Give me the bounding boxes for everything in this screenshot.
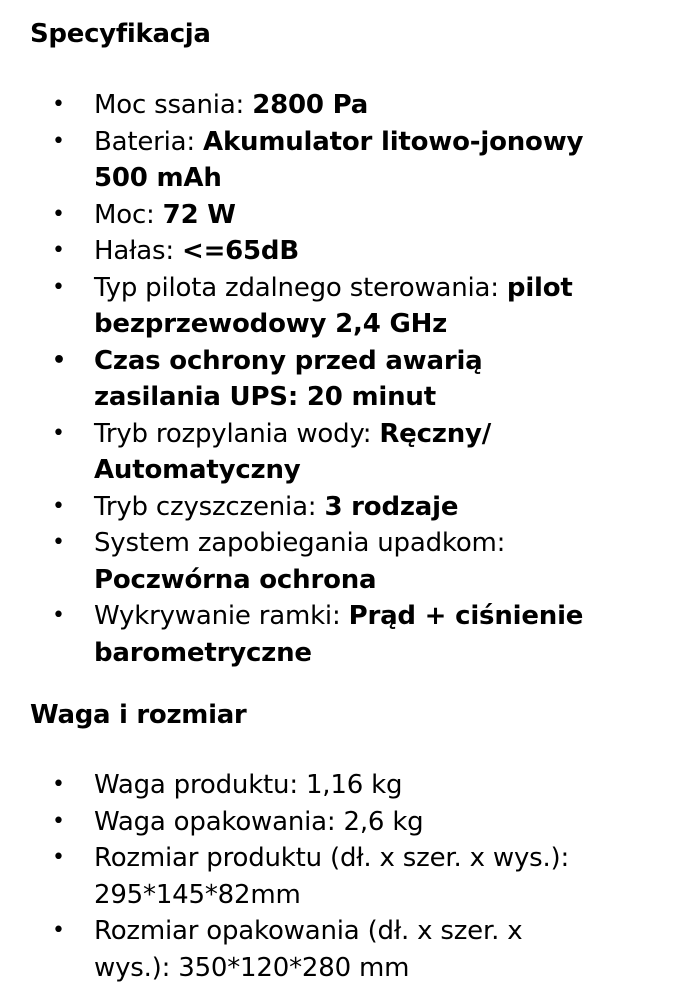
bullet-icon: • — [52, 493, 65, 519]
spec-item-moc-ssania — [0, 87, 693, 124]
bullet-icon: • — [52, 92, 65, 117]
spec-item-wykrywanie-ramki — [0, 598, 693, 671]
spec-text-line1: Rozmiar produktu (dł. x szer. x wys.): — [94, 843, 570, 873]
spec-value-line2: barometryczne — [94, 637, 312, 668]
spec-item-tryb-czyszczenia — [0, 489, 693, 526]
spec-value: Akumulator litowo-jonowy — [203, 126, 584, 157]
section-heading-specyfikacja: Specyfikacja — [30, 19, 211, 49]
bullet-icon: • — [52, 274, 65, 300]
spec-item-rozmiar-opakowania — [0, 913, 693, 986]
section-heading-waga-i-rozmiar: Waga i rozmiar — [30, 700, 247, 730]
spec-item-halas — [0, 233, 693, 270]
spec-text-line1: Czas ochrony przed awarią — [94, 345, 483, 376]
spec-value-line2: Poczwórna ochrona — [94, 564, 377, 595]
spec-value: Ręczny/ — [379, 418, 492, 449]
bullet-icon: • — [52, 201, 65, 227]
bullet-icon: • — [52, 918, 65, 943]
spec-item-typ-pilota — [0, 270, 693, 343]
spec-label: Typ pilota zdalnego sterowania: — [94, 272, 507, 303]
spec-item-system-upadkom — [0, 525, 693, 598]
bullet-icon: • — [52, 845, 65, 870]
spec-text-line2: zasilania UPS: 20 minut — [94, 382, 436, 412]
spec-text-line2: 295*145*82mm — [94, 879, 301, 910]
spec-value-line2: 500 mAh — [94, 163, 222, 193]
spec-value: Prąd + ciśnienie — [348, 601, 584, 631]
spec-label: Hałas: — [94, 236, 182, 266]
bullet-icon: • — [52, 420, 65, 446]
bullet-icon: • — [52, 772, 65, 797]
spec-list — [0, 87, 693, 671]
size-weight-list — [0, 767, 693, 986]
spec-label: Moc: — [94, 199, 163, 230]
bullet-icon: • — [52, 808, 65, 834]
spec-text-line1: Waga produktu: 1,16 kg — [94, 770, 403, 800]
spec-item-czas-ochrony-ups — [0, 343, 693, 416]
bullet-icon: • — [52, 603, 65, 628]
bullet-icon: • — [52, 530, 65, 555]
spec-label: Bateria: — [94, 126, 204, 157]
spec-label: Tryb rozpylania wody: — [94, 418, 380, 449]
spec-value: pilot — [506, 272, 573, 303]
spec-label: Tryb czyszczenia: — [94, 491, 325, 522]
spec-text-line1: Waga opakowania: 2,6 kg — [94, 806, 424, 837]
spec-item-waga-produktu — [0, 767, 693, 804]
spec-item-bateria — [0, 124, 693, 197]
spec-value: 3 rodzaje — [324, 491, 459, 522]
spec-text-line1: Rozmiar opakowania (dł. x szer. x — [94, 916, 523, 946]
spec-item-waga-opakowania — [0, 804, 693, 841]
spec-value: 2800 Pa — [252, 90, 369, 120]
spec-text-line2: wys.): 350*120*280 mm — [94, 952, 410, 983]
bullet-icon: • — [52, 347, 66, 373]
bullet-icon: • — [52, 238, 65, 263]
spec-value: 72 W — [162, 199, 236, 230]
spec-value: <=65dB — [181, 236, 299, 266]
bullet-icon: • — [52, 128, 65, 154]
spec-label: System zapobiegania upadkom: — [94, 528, 506, 558]
spec-item-tryb-rozpylania — [0, 416, 693, 489]
spec-item-moc — [0, 197, 693, 234]
spec-item-rozmiar-produktu — [0, 840, 693, 913]
spec-value-line2: Automatyczny — [94, 455, 301, 485]
spec-value-line2: bezprzewodowy 2,4 GHz — [94, 309, 448, 339]
spec-label: Wykrywanie ramki: — [94, 601, 349, 631]
spec-label: Moc ssania: — [94, 90, 253, 120]
